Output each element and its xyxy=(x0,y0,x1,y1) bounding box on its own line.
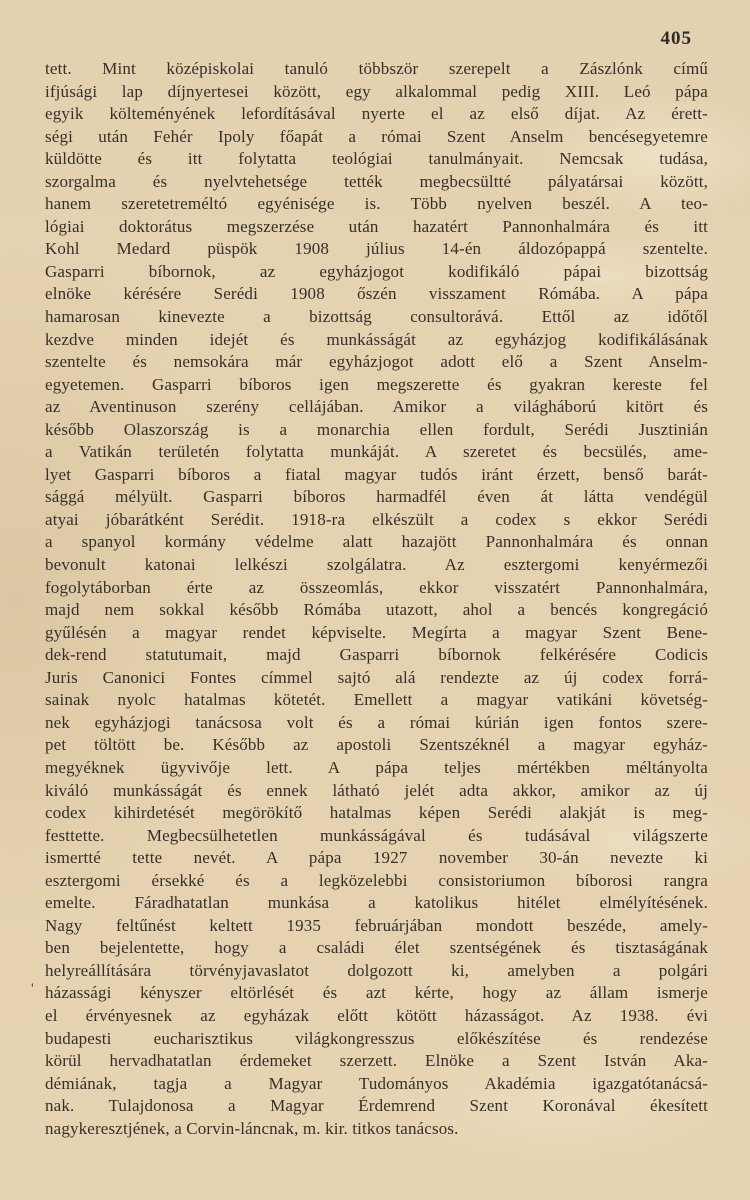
text-line: sainak nyolc hatalmas kötetét. Emellett a magyar vatikáni követség- xyxy=(45,690,708,710)
text-line: később Olaszország is a monarchia ellen fordult, Serédi Jusztinián xyxy=(45,419,708,439)
text-line: hamarosan kinevezte a bizottság consultorává. Ettől az időtől xyxy=(45,307,708,327)
text-line: Gasparri bíbornok, az egyházjogot kodifikáló pápai bizottság xyxy=(45,261,708,281)
text-line: szorgalma és nyelvtehetsége tették megbecsültté pályatársai között, xyxy=(45,171,708,191)
body-text xyxy=(45,58,708,1140)
text-line: dek-rend statutumait, majd Gasparri bíbornok felkérésére Codicis xyxy=(45,645,708,665)
text-line: festtette. Megbecsülhetetlen munkásságával és tudásával világszerte xyxy=(45,825,708,845)
text-line: szentelte és nemsokára már egyházjogot adott elő a Szent Anselm- xyxy=(45,352,708,372)
text-line: bevonult katonai lelkészi szolgálatra. Az esztergomi kenyérmezői xyxy=(45,555,708,575)
text-line: körül hervadhatatlan érdemeket szerzett. Elnöke a Szent István Aka- xyxy=(45,1051,708,1071)
text-line: gyűlésén a magyar rendet képviselte. Megírta a magyar Szent Bene- xyxy=(45,622,708,642)
text-line: megyéknek ügyvivője lett. A pápa teljes mértékben méltányolta xyxy=(45,757,708,777)
text-line: kiváló munkásságát és ennek látható jelét adta akkor, amikor az új xyxy=(45,780,708,800)
text-line: esztergomi érsekké és a legközelebbi consistoriumon bíborosi rangra xyxy=(45,870,708,890)
text-line: ifjúsági lap díjnyertesei között, egy alkalommal pedig XIII. Leó pápa xyxy=(45,81,708,101)
text-line: helyreállítására törvényjavaslatot dolgozott ki, amelyben a polgári xyxy=(45,960,708,980)
text-line: démiának, tagja a Magyar Tudományos Akadémia igazgatótanácsá- xyxy=(45,1073,708,1093)
text-line: atyai jóbarátként Serédit. 1918-ra elkészült a codex s ekkor Serédi xyxy=(45,509,708,529)
text-line: nagykeresztjének, a Corvin-láncnak, m. kir. titkos tanácsos. xyxy=(45,1118,459,1138)
text-line: egyetemen. Gasparri bíboros igen megszerette és gyakran kereste fel xyxy=(45,374,708,394)
text-line: emelte. Fáradhatatlan munkása a katolikus hitélet elmélyítésének. xyxy=(45,893,708,913)
text-line: pet töltött be. Később az apostoli Szentszéknél a magyar egyház- xyxy=(45,735,708,755)
text-line: küldötte és itt folytatta teológiai tanulmányait. Nemcsak tudása, xyxy=(45,149,708,169)
text-line: ben bejelentette, hogy a családi élet szentségének és tisztaságának xyxy=(45,938,708,958)
text-line: fogolytáborban érte az összeomlás, ekkor visszatért Pannonhalmára, xyxy=(45,577,708,597)
text-line: a spanyol kormány védelme alatt hazajött Pannonhalmára és onnan xyxy=(45,532,708,552)
text-line: házassági kényszer eltörlését és azt kérte, hogy az állam ismerje xyxy=(45,983,708,1003)
text-line: egyik költeményének lefordításával nyerte el az első díjat. Az érett- xyxy=(45,104,708,124)
text-line: az Aventinuson szerény cellájában. Amikor a világháború kitört és xyxy=(45,397,708,417)
text-line: codex kihirdetését megörökítő hatalmas képen Serédi alakját is meg- xyxy=(45,803,708,823)
text-line: nek egyházjogi tanácsosa volt és a római kúrián igen fontos szere- xyxy=(45,712,708,732)
text-line: kezdve minden idejét és munkásságát az egyházjog kodifikálásának xyxy=(45,329,708,349)
text-line: majd nem sokkal később Rómába utazott, ahol a bencés kongregáció xyxy=(45,600,708,620)
text-line: a Vatikán területén folytatta munkáját. A szeretet és becsülés, ame- xyxy=(45,442,708,462)
page-number: 405 xyxy=(660,28,692,49)
text-line: nak. Tulajdonosa a Magyar Érdemrend Szent Koronával ékesített xyxy=(45,1096,708,1116)
text-line: el érvényesnek az egyházak előtt kötött házasságot. Az 1938. évi xyxy=(45,1005,708,1025)
text-line: lyet Gasparri bíboros a fiatal magyar tudós iránt érzett, benső barát- xyxy=(45,464,708,484)
text-line: hanem szeretetreméltó egyénisége is. Több nyelven beszél. A teo- xyxy=(45,194,708,214)
text-line: lógiai doktorátus megszerzése után hazatért Pannonhalmára és itt xyxy=(45,216,708,236)
text-line: Juris Canonici Fontes címmel sajtó alá rendezte az új codex forrá- xyxy=(45,667,708,687)
text-line: ismertté tette nevét. A pápa 1927 november 30-án nevezte ki xyxy=(45,848,708,868)
margin-print-artifact: ' xyxy=(31,981,34,997)
text-line: elnöke kérésére Serédi 1908 őszén visszament Rómába. A pápa xyxy=(45,284,708,304)
text-line: sággá mélyült. Gasparri bíboros harmadfél éven át látta vendégül xyxy=(45,487,708,507)
text-line: Kohl Medard püspök 1908 július 14-én áldozópappá szentelte. xyxy=(45,239,708,259)
text-line: Nagy feltűnést keltett 1935 februárjában mondott beszéde, amely- xyxy=(45,915,708,935)
text-line: budapesti eucharisztikus világkongresszus előkészítése és rendezése xyxy=(45,1028,708,1048)
text-line: ségi után Fehér Ipoly főapát a római Szent Anselm bencésegyetemre xyxy=(45,126,708,146)
text-line: tett. Mint középiskolai tanuló többször szerepelt a Zászlónk című xyxy=(45,59,708,78)
